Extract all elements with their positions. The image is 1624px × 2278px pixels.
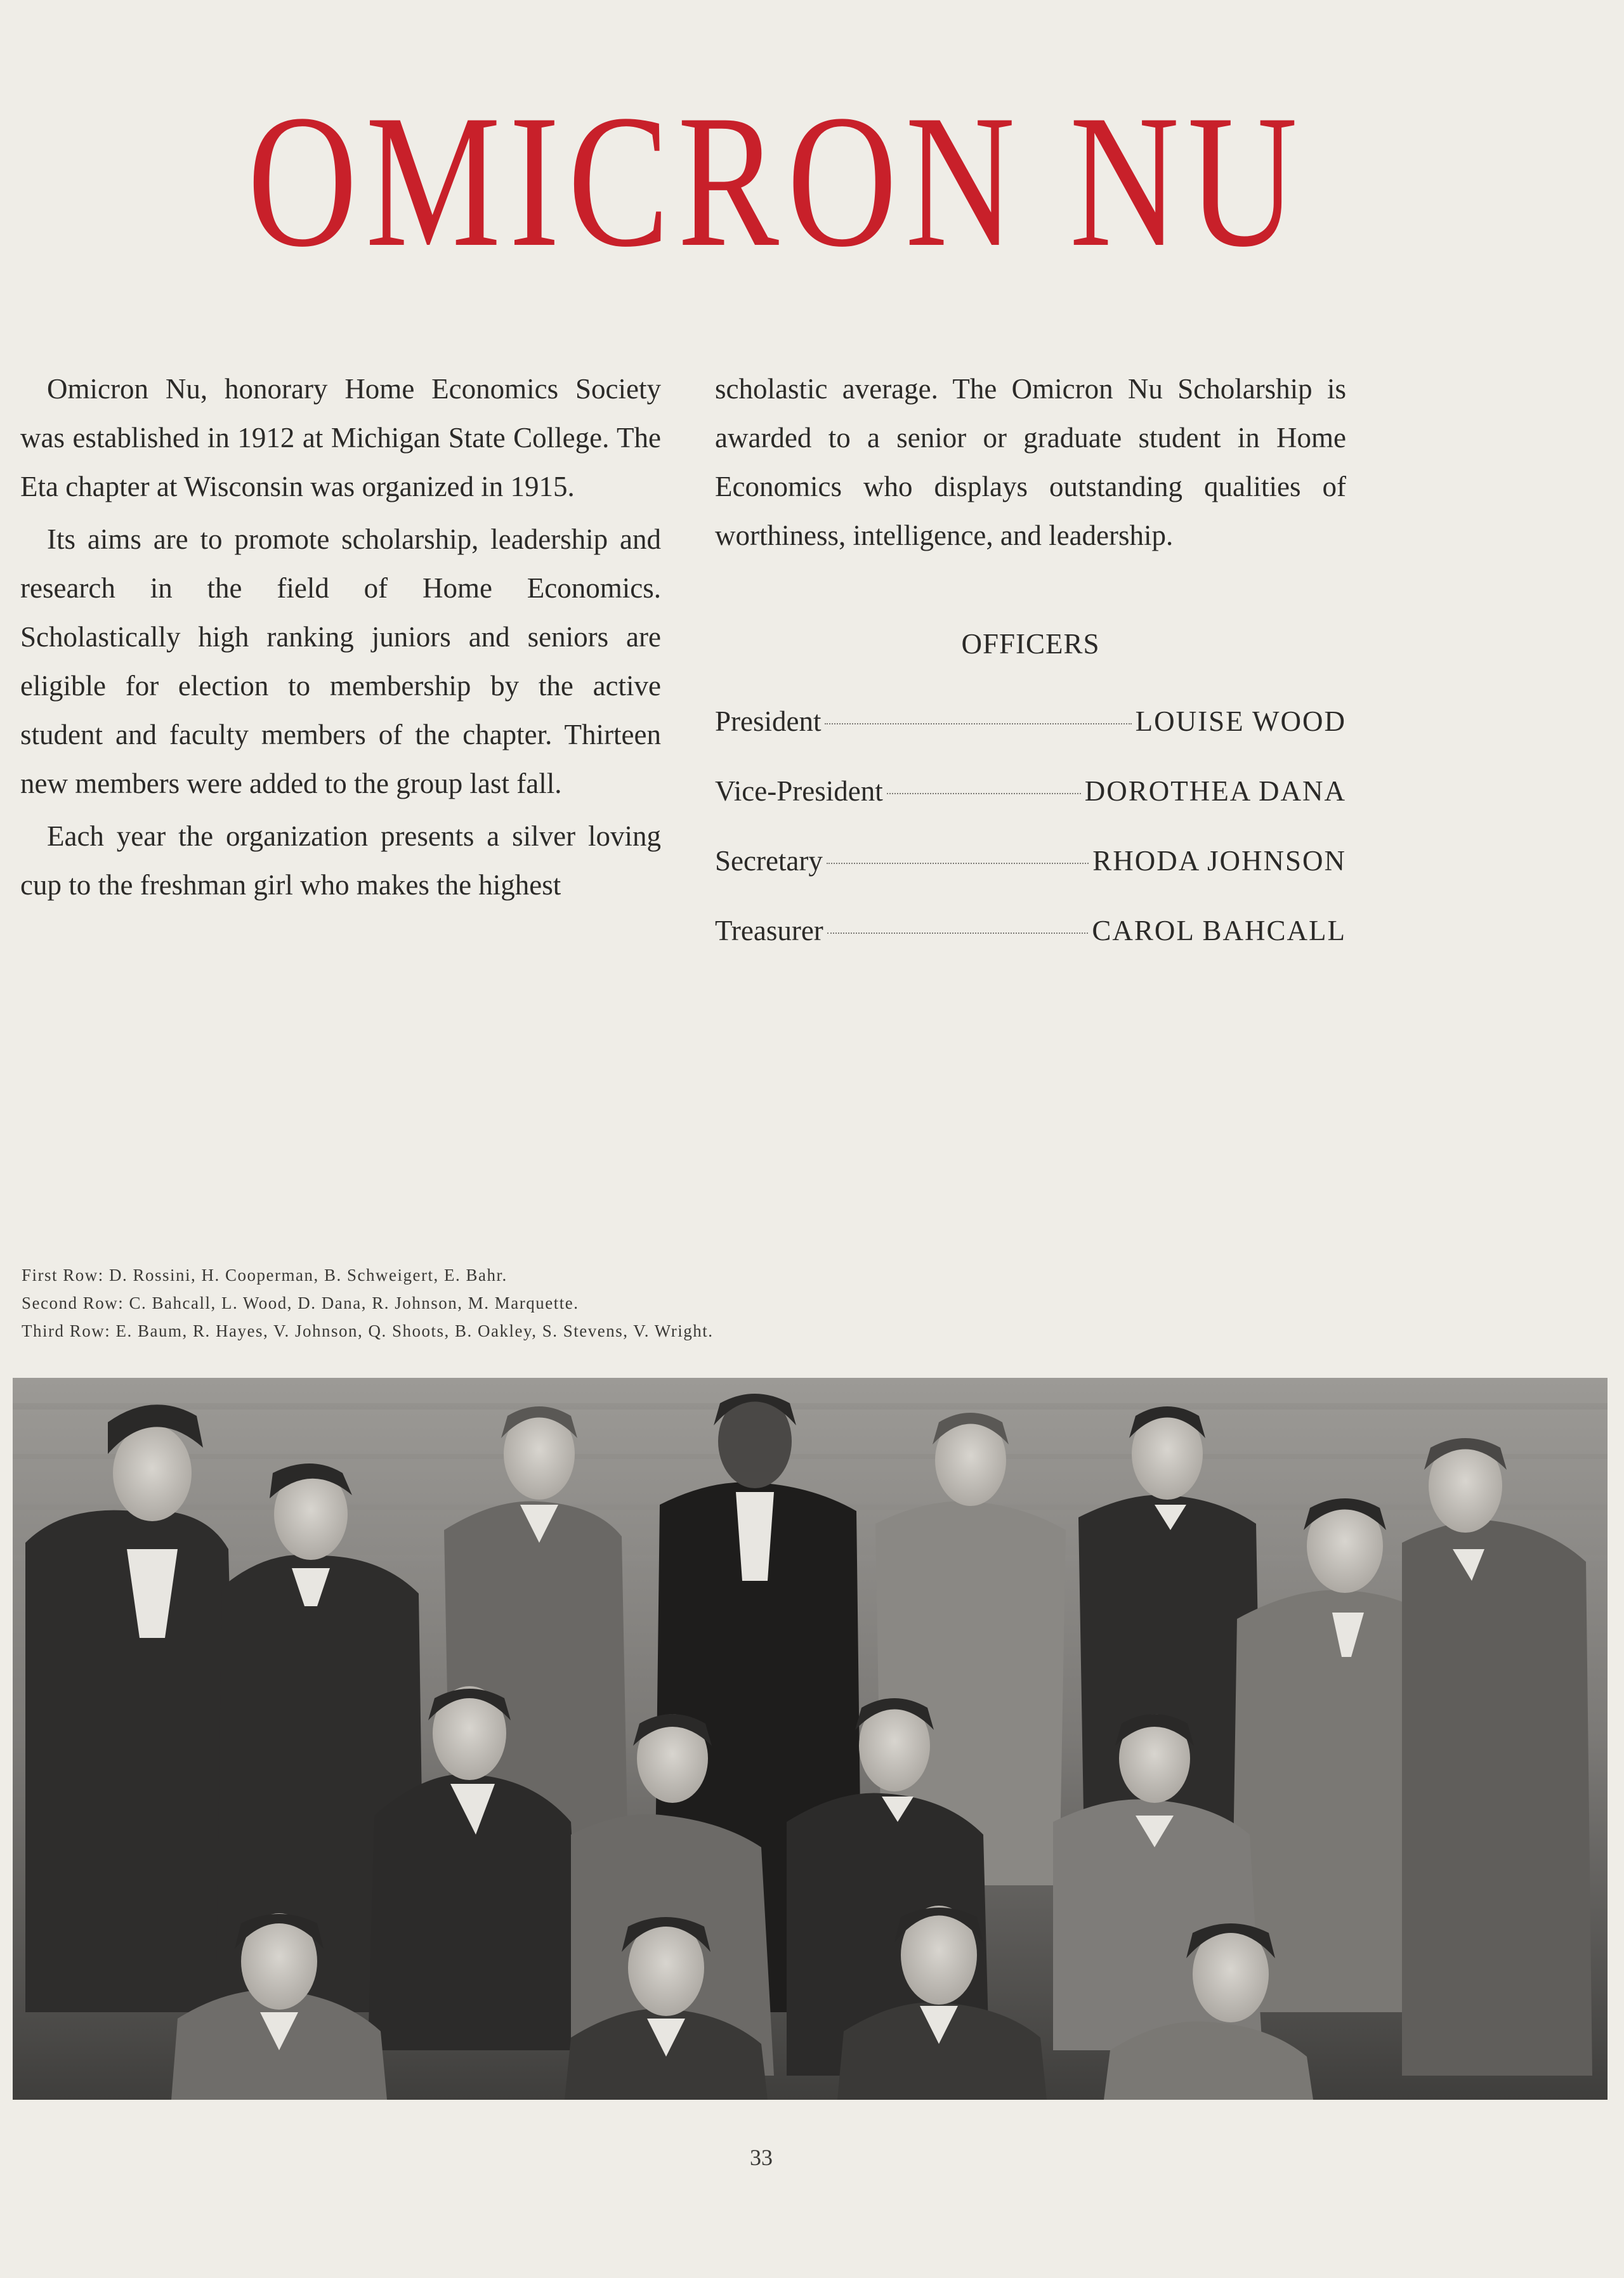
officer-row-secretary bbox=[715, 842, 1346, 880]
dot-leader bbox=[827, 933, 1089, 934]
officer-name: CAROL BAHCALL bbox=[1092, 915, 1346, 946]
officer-name: RHODA JOHNSON bbox=[1092, 845, 1346, 877]
officer-row-president bbox=[715, 702, 1346, 740]
officer-role: Secretary bbox=[715, 845, 823, 877]
paragraph-aims: Its aims are to promote scholarship, leadership and research in the field of Home Economics. Scholastically high ranking juniors and seniors are eligible for election to membership by the active student and faculty members of the chapter. Thirteen new members were added to the group last fall. bbox=[20, 523, 661, 799]
officer-name: DOROTHEA DANA bbox=[1084, 775, 1346, 807]
officer-role: Treasurer bbox=[715, 915, 823, 946]
officer-row-treasurer bbox=[715, 912, 1346, 950]
officers-heading: OFFICERS bbox=[961, 628, 1100, 660]
group-photo-illustration bbox=[13, 1378, 1608, 2100]
caption-third-row: Third Row: E. Baum, R. Hayes, V. Johnson, Q. Shoots, B. Oakley, S. Stevens, V. Wright. bbox=[22, 1321, 714, 1340]
page-title: OMICRON NU bbox=[247, 75, 1306, 286]
photo-caption bbox=[22, 1261, 1163, 1345]
caption-first-row: First Row: D. Rossini, H. Cooperman, B. Schweigert, E. Bahr. bbox=[22, 1266, 508, 1285]
paragraph-scholarship: scholastic average. The Omicron Nu Scholarship is awarded to a senior or graduate student in Home Economics who displays outstanding qualities of worthiness, intelligence, and leadership. bbox=[715, 373, 1346, 551]
group-photo bbox=[13, 1378, 1608, 2100]
officer-row-vice-president bbox=[715, 772, 1346, 810]
dot-leader bbox=[887, 793, 1081, 794]
officer-role: President bbox=[715, 705, 822, 737]
dot-leader bbox=[825, 723, 1131, 724]
dot-leader bbox=[827, 863, 1089, 864]
officer-role: Vice-President bbox=[715, 775, 883, 807]
right-text-column bbox=[715, 365, 1346, 564]
left-text-column bbox=[20, 365, 661, 913]
paragraph-loving-cup: Each year the organization presents a silver loving cup to the freshman girl who makes the highest bbox=[20, 820, 661, 901]
paragraph-history: Omicron Nu, honorary Home Economics Society was established in 1912 at Michigan State College. The Eta chapter at Wisconsin was organized in 1915. bbox=[20, 373, 661, 502]
officer-name: LOUISE WOOD bbox=[1135, 705, 1346, 737]
page-number: 33 bbox=[750, 2145, 773, 2170]
caption-second-row: Second Row: C. Bahcall, L. Wood, D. Dana, R. Johnson, M. Marquette. bbox=[22, 1293, 579, 1312]
